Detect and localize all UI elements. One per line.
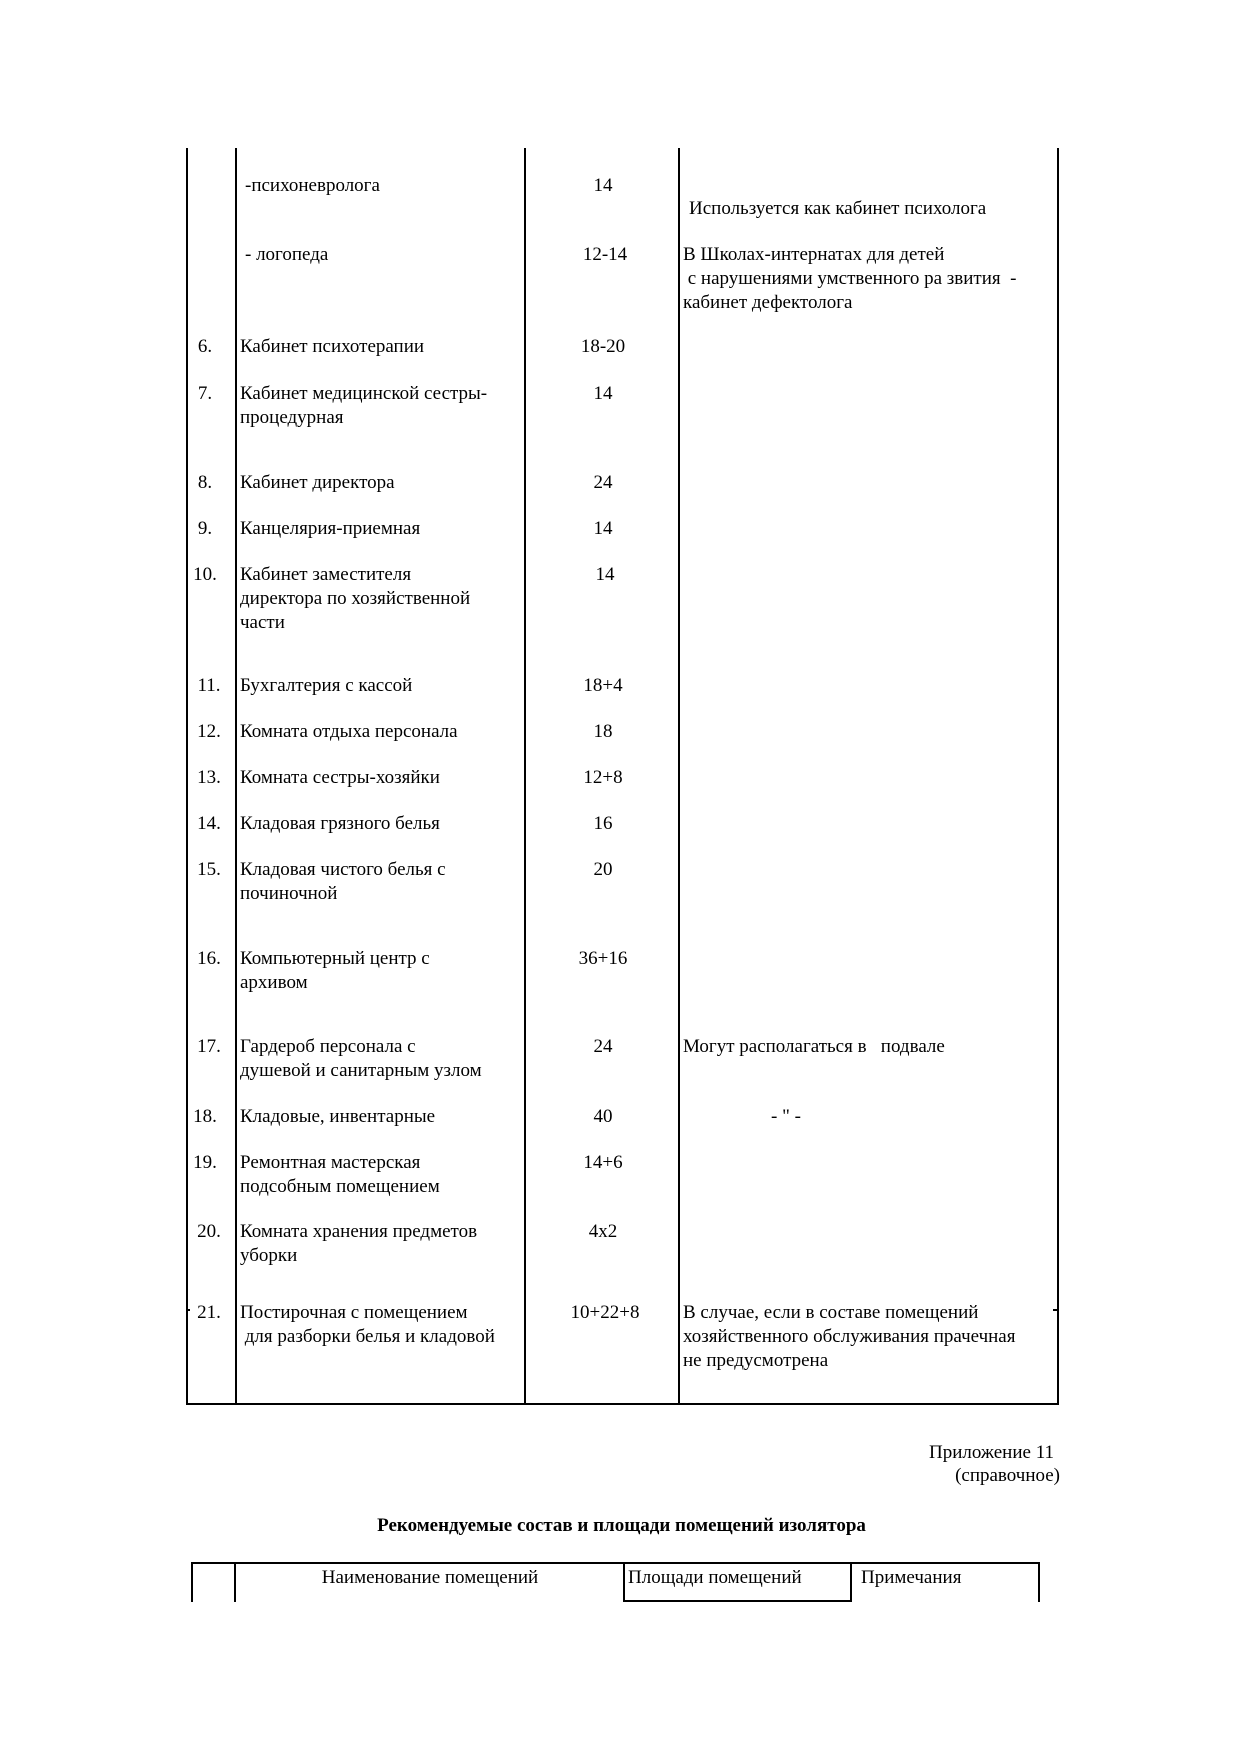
row-number: 19. <box>193 1152 217 1173</box>
row-name: Кабинет медицинской сестры- процедурная <box>240 383 488 428</box>
row-number: 17. <box>197 1036 221 1057</box>
row-area: 4x2 <box>588 1221 618 1242</box>
row-name: Кабинет заместителя директора по хозяйственной части <box>240 564 471 633</box>
row-name: Кладовая чистого белья с починочной <box>240 859 446 904</box>
row-area: 18+4 <box>583 675 623 696</box>
row-number: 16. <box>197 948 221 969</box>
row-note: Используется как кабинет психолога <box>689 198 987 219</box>
table2-right-border <box>1038 1562 1040 1602</box>
table2-header-underline <box>623 1600 852 1602</box>
table1-col-divider-1 <box>235 148 237 1405</box>
row-area: 10+22+8 <box>570 1302 640 1323</box>
row-name: Комната хранения предметов уборки <box>240 1221 478 1266</box>
row-name: Кладовые, инвентарные <box>240 1106 436 1127</box>
row-area: 20 <box>593 859 613 880</box>
row-area: 18 <box>593 721 613 742</box>
row-name: Ремонтная мастерская подсобным помещением <box>240 1152 440 1197</box>
table2-header-name: Наименование помещений <box>321 1567 539 1588</box>
row-name: Постирочная с помещением для разборки белья и кладовой <box>240 1302 495 1347</box>
row-area: 12-14 <box>582 244 628 265</box>
table2-header-notes: Примечания <box>861 1567 962 1588</box>
row-area: 36+16 <box>578 948 628 969</box>
row-name: - логопеда <box>245 244 329 265</box>
row-number: 6. <box>197 336 213 357</box>
row-area: 16 <box>593 813 613 834</box>
row-number: 8. <box>197 472 213 493</box>
row-name: Кладовая грязного белья <box>240 813 440 834</box>
row-name: Бухгалтерия с кассой <box>240 675 413 696</box>
row-number: 11. <box>197 675 221 696</box>
table1-row-divider <box>1053 1309 1059 1311</box>
row-area: 24 <box>593 472 613 493</box>
table2-left-border <box>191 1562 193 1602</box>
row-number: 15. <box>197 859 221 880</box>
row-area: 12+8 <box>583 767 623 788</box>
row-note: В Школах-интернатах для детей с нарушениями умственного ра звития - кабинет дефектолога <box>683 244 1017 313</box>
row-area: 24 <box>593 1036 613 1057</box>
row-area: 18-20 <box>580 336 626 357</box>
row-number: 20. <box>197 1221 221 1242</box>
row-note: Могут располагаться в подвале <box>683 1036 945 1057</box>
row-area: 14+6 <box>583 1152 623 1173</box>
appendix-type: (справочное) <box>955 1465 1060 1486</box>
row-name: Кабинет директора <box>240 472 395 493</box>
row-note: В случае, если в составе помещений хозяйственного обслуживания прачечная не предусмотрена <box>683 1302 1016 1371</box>
row-number: 7. <box>197 383 213 404</box>
row-area: 14 <box>593 383 613 404</box>
row-name: Комната сестры-хозяйки <box>240 767 440 788</box>
table1-col-divider-3 <box>678 148 680 1405</box>
table2-top-border <box>191 1562 1040 1564</box>
row-name: Комната отдыха персонала <box>240 721 458 742</box>
row-number: 12. <box>197 721 221 742</box>
table1-right-border <box>1057 148 1059 1405</box>
table2-header-area: Площади помещений <box>628 1567 802 1588</box>
row-number: 18. <box>193 1106 217 1127</box>
row-number: 9. <box>197 518 213 539</box>
row-name: Кабинет психотерапии <box>240 336 425 357</box>
row-area: 40 <box>593 1106 613 1127</box>
row-area: 14 <box>595 564 615 585</box>
table1-bottom-border <box>186 1403 1059 1405</box>
row-name: -психоневролога <box>245 175 380 196</box>
row-number: 13. <box>197 767 221 788</box>
row-name: Компьютерный центр с архивом <box>240 948 430 993</box>
row-number: 21. <box>197 1302 221 1323</box>
row-note: - " - <box>771 1106 801 1127</box>
table1-row-divider <box>186 1309 190 1311</box>
row-number: 14. <box>197 813 221 834</box>
row-name: Гардероб персонала с душевой и санитарным узлом <box>240 1036 482 1081</box>
table1-col-divider-2 <box>524 148 526 1405</box>
appendix-title: Рекомендуемые состав и площади помещений изолятора <box>377 1515 866 1536</box>
row-number: 10. <box>193 564 217 585</box>
row-area: 14 <box>593 518 613 539</box>
table2-col-divider-3 <box>850 1562 852 1602</box>
row-name: Канцелярия-приемная <box>240 518 421 539</box>
appendix-label: Приложение 11 <box>928 1442 1054 1463</box>
row-area: 14 <box>593 175 613 196</box>
